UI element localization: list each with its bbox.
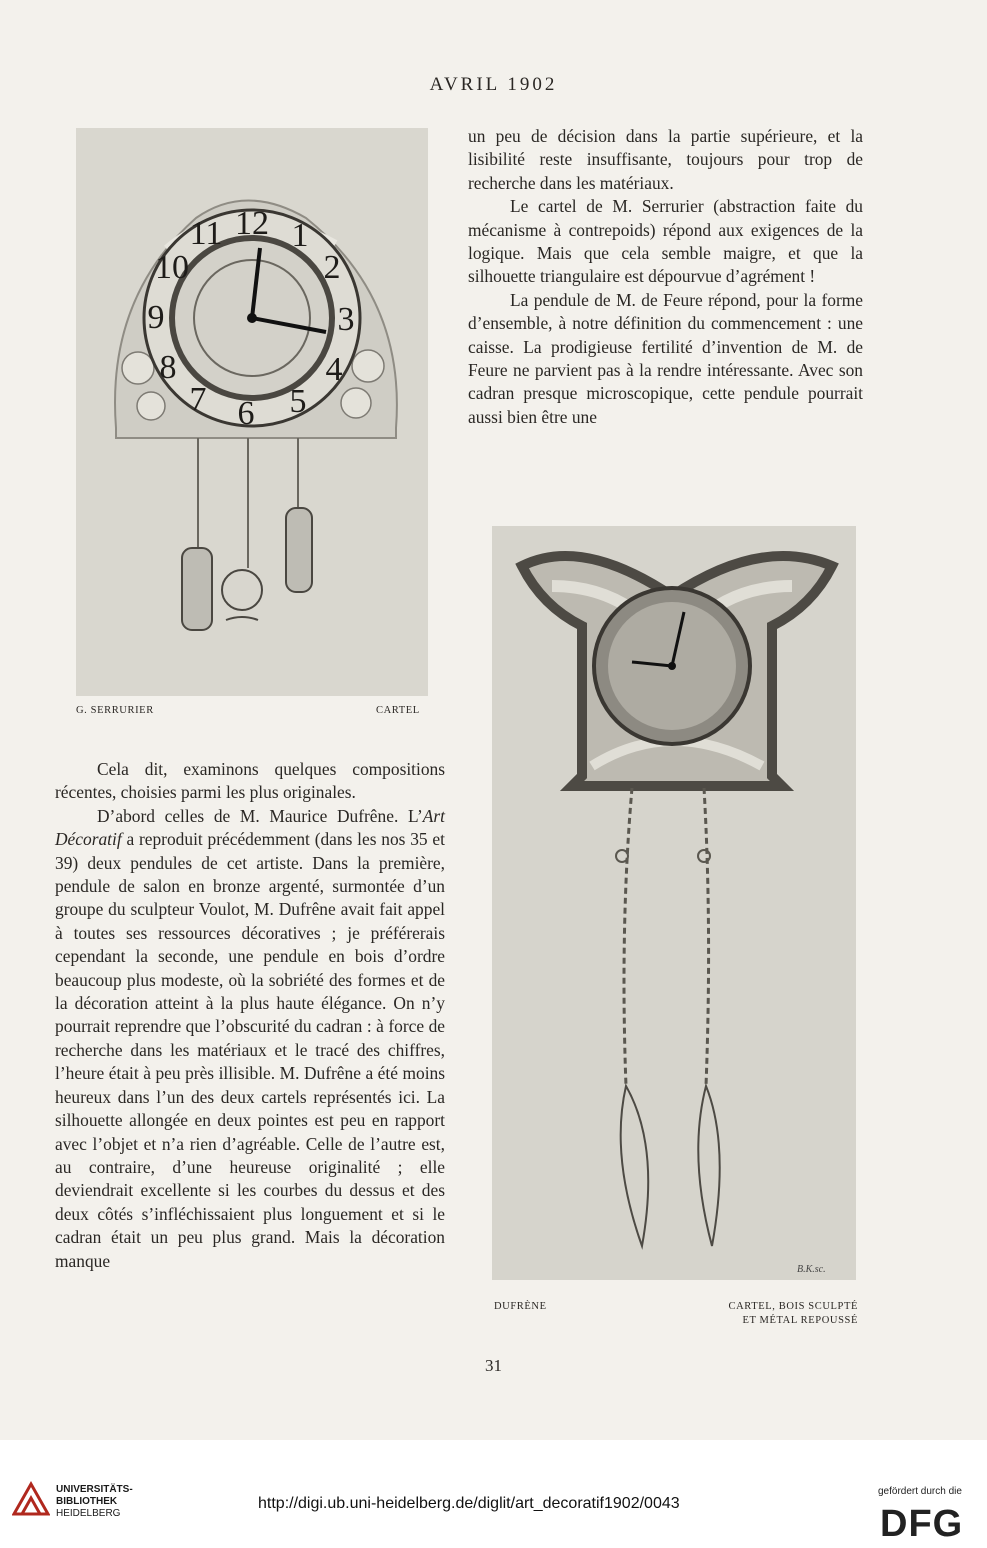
page-number: 31: [485, 1356, 502, 1375]
dial-numeral-1: 1: [291, 217, 309, 254]
serrurier-clock-illustration: [76, 128, 428, 696]
text-run: a reproduit précédemment (dans les nos 35 et 39) deux pendules de cet artiste. Dans la première, pendule de salon en bronze argenté, surmontée d’un groupe du sculpteur Voulot, M. Dufrêne avait fait appel à toutes ses ressources décoratives ; je préférerais cependant la seconde, une pendule en bois d’ordre beaucoup plus modeste, où la sobriété des formes et de la décoration atteint à la plus haute élégance. On n’y pourrait reprendre que l’obscurité du cadran : à force de recherche dans les matériaux et le tracé des chiffres, l’heure était à peu près illisible. M. Dufrêne a été moins heureux dans l’un des deux cartels représentés ici. La silhouette allongée en deux pointes est peu en rapport avec l’objet et n’a rien d’agréable. Celle de l’autre est, au contraire, d’une heureuse originalité ; elle deviendrait excellente si les courbes du dessus et des deux côtés s’infléchissaient plus longuement et si le cadran était un peu plus grand. Mais la décoration manque: [55, 829, 445, 1271]
paragraph: La pendule de M. de Feure répond, pour la forme d’ensemble, à notre définition du commencement : une caisse. La prodigieuse fertilité d’invention de M. de Feure ne parvient pas à la rendre intéressante. Avec son cadran presque microscopique, cette pendule pourrait aussi bien être une: [468, 289, 863, 427]
dial-numeral-12: 12: [235, 205, 269, 242]
library-name: [56, 1484, 133, 1520]
running-head: AVRIL 1902: [429, 74, 558, 95]
dial-numeral-6: 6: [237, 395, 255, 432]
dfg-logo: DFG: [880, 1503, 964, 1545]
dial-numeral-4: 4: [325, 351, 343, 388]
right-figure-title-line2: ET MÉTAL REPOUSSÉ: [742, 1315, 858, 1326]
dial-numeral-2: 2: [323, 249, 341, 286]
dial-numeral-11: 11: [189, 215, 223, 252]
library-name-line: HEIDELBERG: [56, 1508, 121, 1519]
library-footer: [0, 1440, 987, 1548]
funder-label: gefördert durch die: [878, 1486, 962, 1497]
library-name-line: BIBLIOTHEK: [56, 1496, 118, 1507]
dial-numeral-7: 7: [189, 381, 207, 418]
journal-title: Art Décoratif: [55, 805, 445, 850]
right-figure-title-line1: CARTEL, BOIS SCULPTÉ: [728, 1301, 858, 1312]
dufrene-clock-plate: [492, 526, 856, 1280]
left-figure-artist: G. SERRURIER: [76, 705, 154, 716]
dufrene-clock-illustration: [492, 526, 856, 1280]
text-run: D’abord celles de M. Maurice Dufrêne. L’: [97, 805, 423, 826]
dial-numeral-8: 8: [159, 349, 177, 386]
right-figure-artist: DUFRÈNE: [494, 1301, 547, 1312]
right-column-text: [468, 125, 863, 429]
library-name-line: UNIVERSITÄTS-: [56, 1484, 133, 1495]
paragraph: Le cartel de M. Serrurier (abstraction faite du mécanisme à contrepoids) répond aux exigences de la logique. Mais que cela semble maigre, et que la silhouette triangulaire est dépourvue d’agrément !: [468, 196, 863, 287]
paragraph: [55, 805, 445, 1273]
right-figure-title: [692, 1300, 858, 1328]
left-figure-title: CARTEL: [376, 705, 420, 716]
dial-numeral-10: 10: [155, 249, 189, 286]
university-library-logo-icon: [12, 1480, 50, 1516]
paragraph: un peu de décision dans la partie supérieure, et la lisibilité reste insuffisante, toujours pour trop de recherche dans les matériaux.: [468, 126, 863, 193]
dial-numeral-5: 5: [289, 383, 307, 420]
paragraph: Cela dit, examinons quelques compositions récentes, choisies parmi les plus originales.: [55, 759, 445, 803]
digital-copy-url[interactable]: http://digi.ub.uni-heidelberg.de/diglit/art_decoratif1902/0043: [258, 1495, 680, 1512]
serrurier-clock-plate: [76, 128, 428, 696]
engraver-signature: B.K.sc.: [797, 1264, 826, 1275]
left-column-text: [55, 758, 445, 1273]
dial-numeral-9: 9: [147, 299, 165, 336]
dial-numeral-3: 3: [337, 301, 355, 338]
